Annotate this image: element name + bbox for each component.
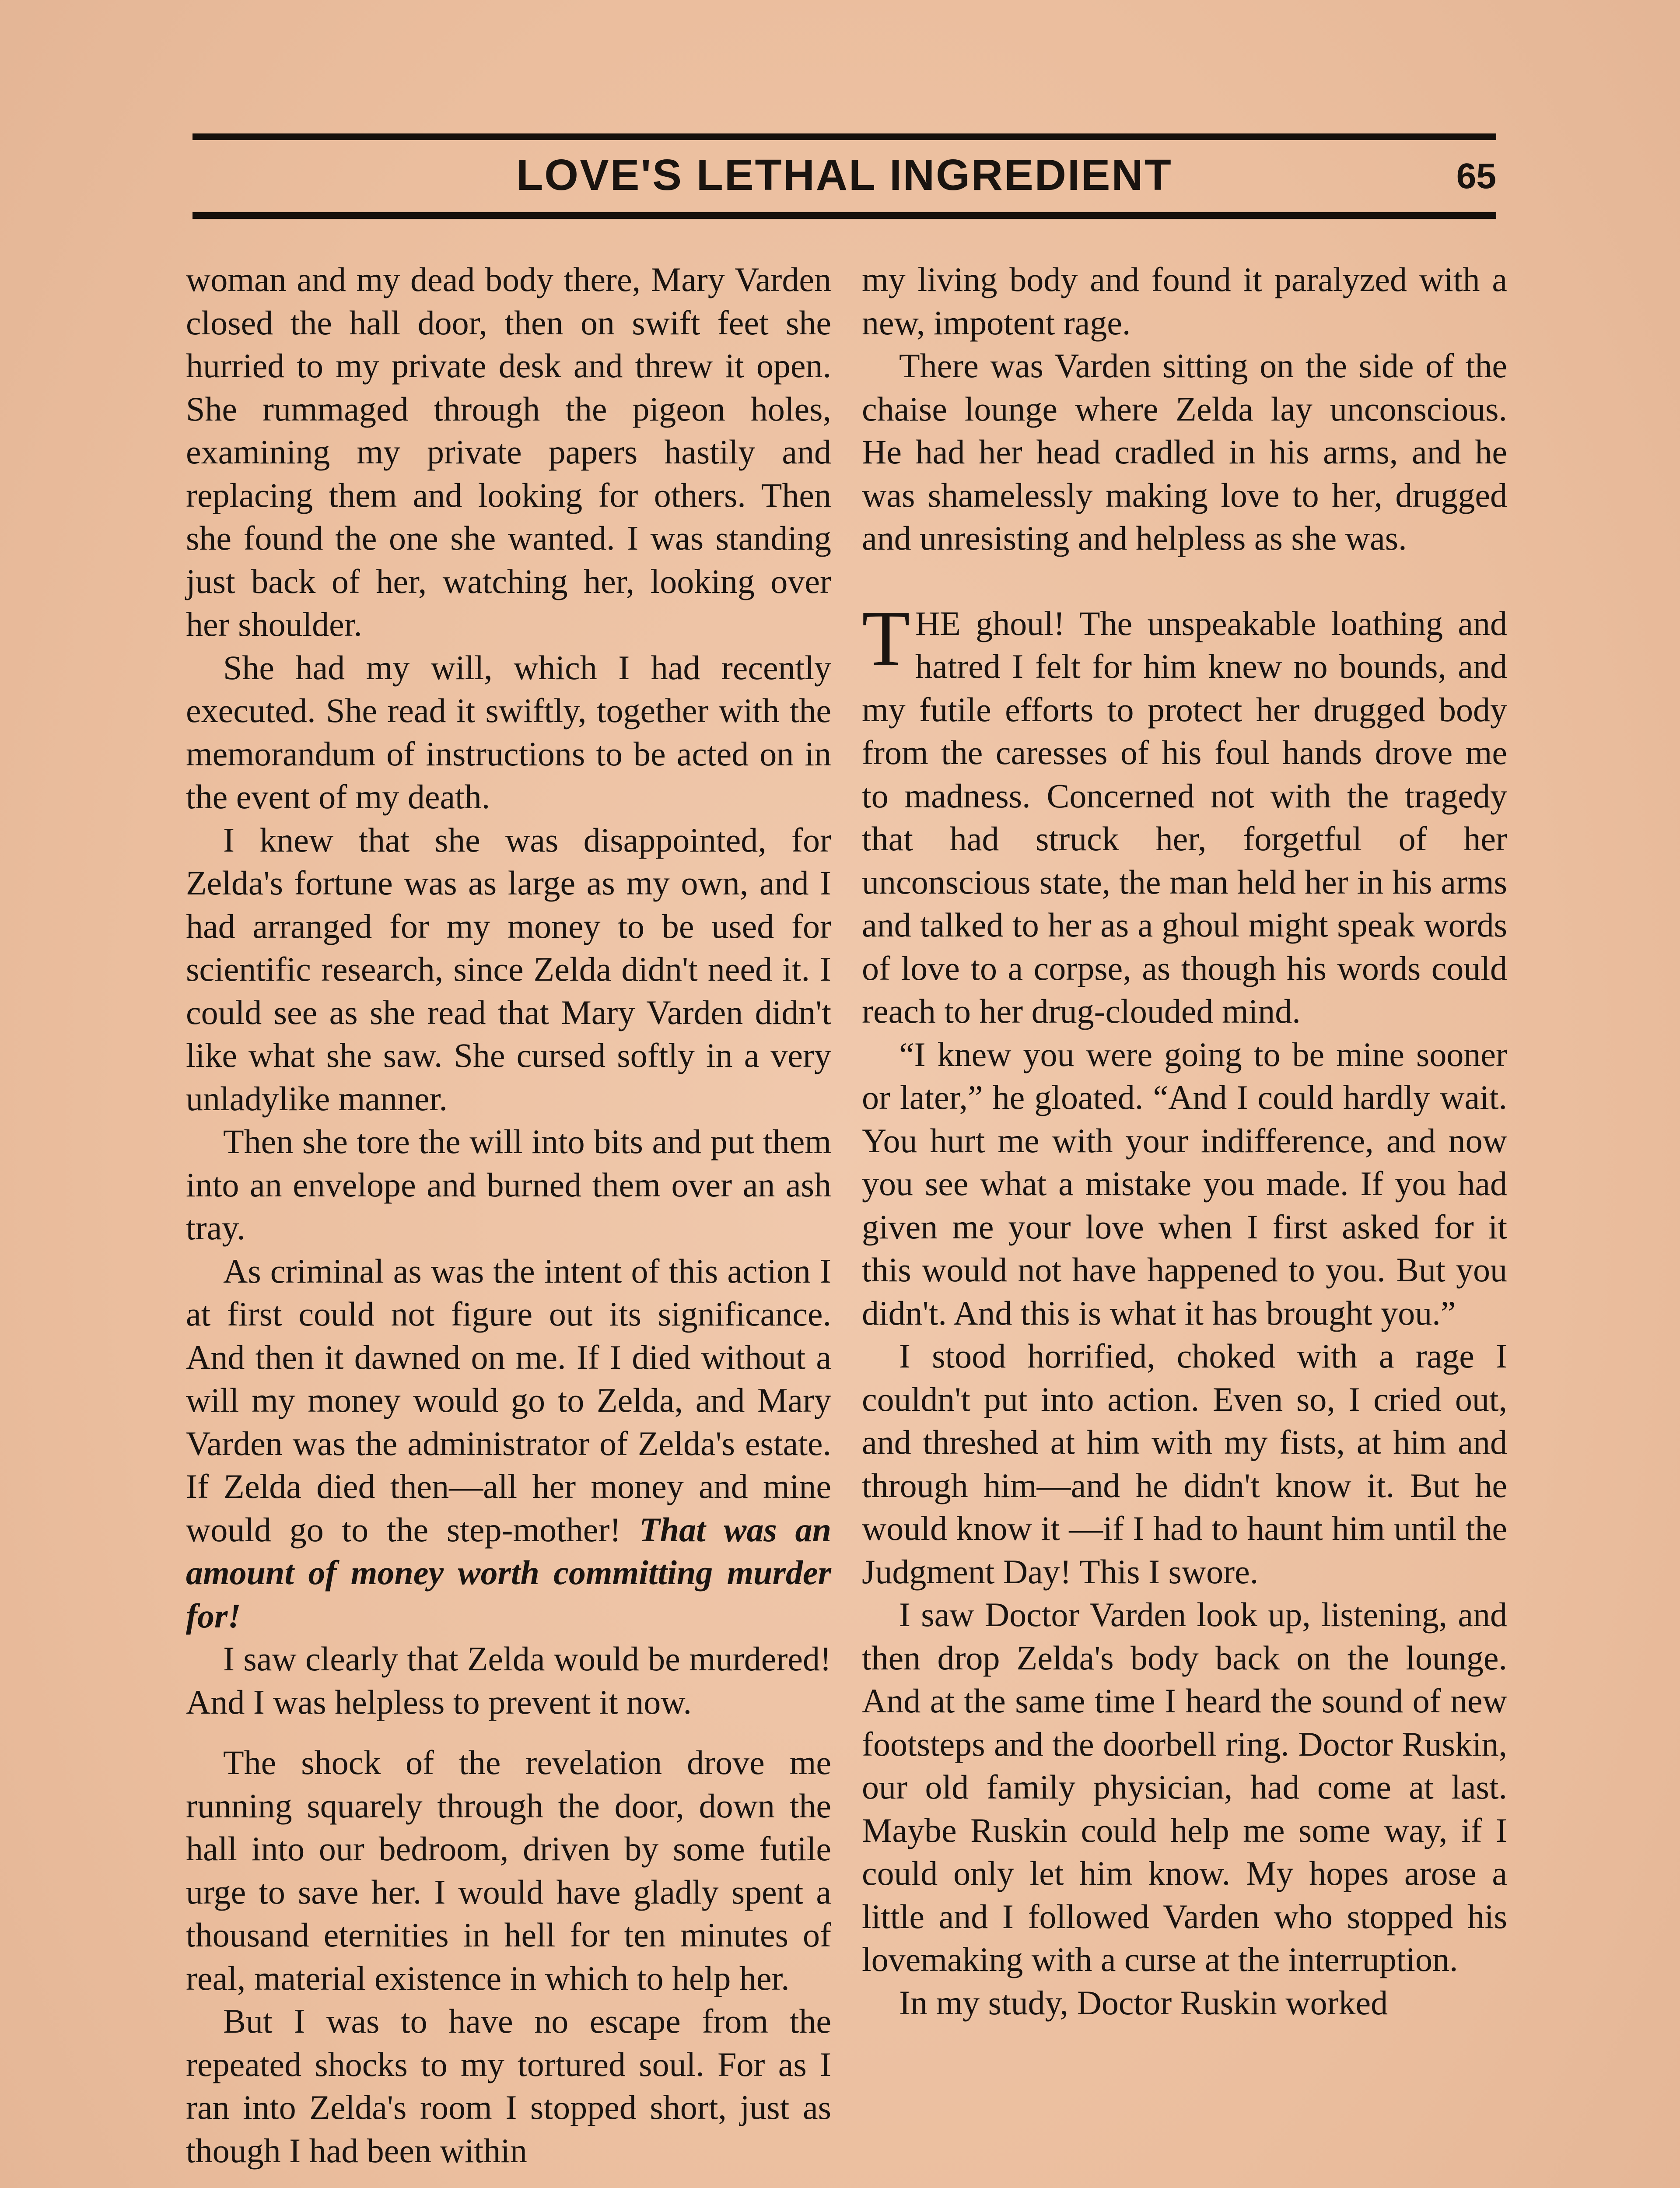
paragraph: “I knew you were going to be mine sooner or later,” he gloated. “And I could hardly wait. You hurt me with your indifference, and now you see what a mistake you made. If you had given me your love when I first asked for it this would not have happened to you. But you didn't. And this is what it has brought you.”	[862, 1035, 1507, 1332]
paragraph: my living body and found it paralyzed with a new, impotent rage.	[862, 260, 1507, 342]
paragraph: woman and my dead body there, Mary Varden closed the hall door, then on swift feet she hurried to my private desk and threw it open. She rummaged through the pigeon holes, examining my private papers hastily and replacing them and looking for others. Then she found the one she wanted. I was standing just back of her, watching her, looking over her shoulder.	[186, 260, 831, 643]
page-number: 65	[1456, 156, 1496, 196]
paragraph: I knew that she was disappointed, for Zelda's fortune was as large as my own, and I had arranged for my money to be used for scientific research, since Zelda didn't need it. I could see as she read that Mary Varden didn't like what she saw. She cursed softly in a very unladylike manner.	[186, 820, 831, 1118]
paragraph: I saw Doctor Varden look up, listening, and then drop Zelda's body back on the lounge. And at the same time I heard the sound of new footsteps and the doorbell ring. Doctor Ruskin, our old family physician, had come at last. Maybe Ruskin could help me some way, if I could only let him know. My hopes arose a little and I followed Varden who stopped his lovemaking with a curse at the interruption.	[862, 1595, 1507, 1978]
header-top-rule	[192, 133, 1496, 140]
lead-in: HE ghoul!	[915, 604, 1065, 642]
paragraph: But I was to have no escape from the repeated shocks to my tortured soul. For as I ran into Zelda's room I stopped short, just as though I had been within	[186, 2002, 831, 2170]
paragraph: Then she tore the will into bits and put them into an envelope and burned them over an ash tray.	[186, 1122, 831, 1247]
paragraph	[862, 594, 1507, 1033]
paragraph: There was Varden sitting on the side of the chaise lounge where Zelda lay unconscious. He had her head cradled in his arms, and he was shamelessly making love to her, drugged and unresisting and helpless as she was.	[862, 347, 1507, 557]
italic-emphasis: That was an amount of money worth committing murder for!	[186, 1510, 831, 1635]
paragraph: The shock of the revelation drove me running squarely through the door, down the hall into our bedroom, driven by some futile urge to save her. I would have gladly spent a thousand eternities in hell for ten minutes of real, material existence in which to help her.	[186, 1743, 831, 1997]
paragraph-text: As criminal as was the intent of this action I at first could not figure out its significance. And then it dawned on me. If I died without a will my money would go to Zelda, and Mary Varden was the administrator of Zelda's estate. If Zelda died then—all her money and mine would go to the step-mother!	[186, 1252, 831, 1549]
paragraph: I saw clearly that Zelda would be murdered! And I was helpless to prevent it now.	[186, 1640, 831, 1721]
left-column	[186, 258, 831, 2172]
story-title: LOVE'S LETHAL INGREDIENT	[516, 151, 1172, 200]
right-column	[862, 258, 1507, 2024]
paragraph: In my study, Doctor Ruskin worked	[899, 1983, 1388, 2022]
paragraph	[186, 1250, 831, 1638]
paragraph: She had my will, which I had recently executed. She read it swiftly, together with the memorandum of instructions to be acted on in the event of my death.	[186, 648, 831, 816]
paragraph: I stood horrified, choked with a rage I couldn't put into action. Even so, I cried out, and threshed at him with my fists, at him and through him—and he didn't know it. But he would know it —if I had to haunt him until the Judgment Day! This I swore.	[862, 1337, 1507, 1591]
header-bottom-rule	[192, 212, 1496, 219]
paragraph-text: The unspeakable loathing and hatred I felt for him knew no bounds, and my futile efforts to protect her drugged body from the caresses of his foul hands drove me to madness. Concerned not with the tragedy that had struck her, forgetful of her unconscious state, the man held her in his arms and talked to her as a ghoul might speak words of love to a corpse, as though his words could reach to her drug-clouded mind.	[862, 604, 1507, 1030]
drop-cap: T	[862, 594, 910, 682]
